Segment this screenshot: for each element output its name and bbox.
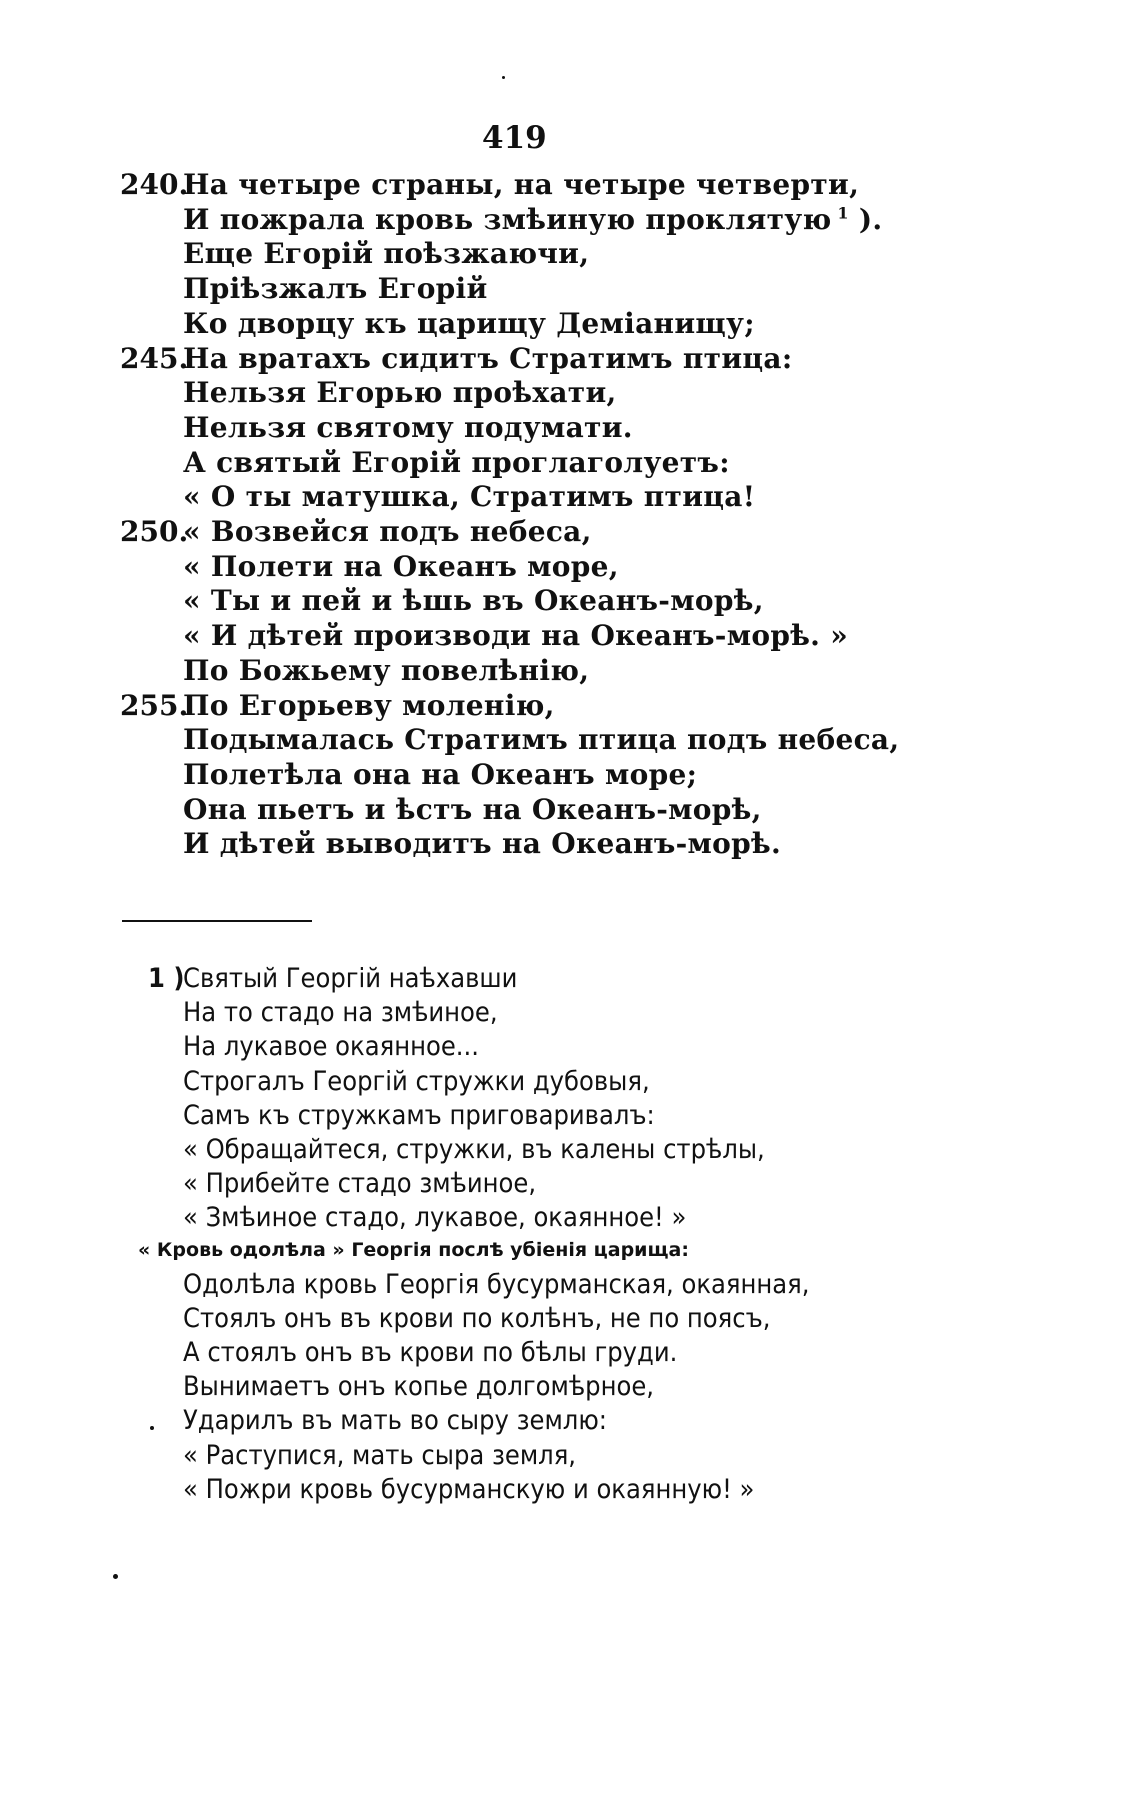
- footnote-heading: « Кровь одолѣла » Георгія послѣ убіенія царища:: [138, 1239, 689, 1261]
- verse-line: [183, 619, 848, 652]
- verse-line: [183, 342, 792, 375]
- verse-line: [183, 550, 619, 583]
- footnote-line: На лукавое окаянное...: [183, 1031, 479, 1062]
- verse-line-text: По Егорьеву моленію,: [183, 689, 555, 722]
- footnote-line: Строгалъ Георгій стружки дубовыя,: [183, 1066, 650, 1097]
- verse-line: [183, 411, 633, 444]
- footnote-line: Стоялъ онъ въ крови по колѣнъ, не по поясъ,: [183, 1303, 771, 1334]
- print-speck: [150, 1426, 154, 1430]
- verse-line: [183, 827, 781, 860]
- verse-line: [183, 376, 617, 409]
- verse-line-text: Пріѣзжалъ Егорій: [183, 272, 488, 305]
- footnote-line: « Прибейте стадо змѣиное,: [183, 1168, 537, 1199]
- verse-line-text: А святый Егорій проглаголуетъ:: [183, 446, 730, 479]
- verse-line-text: Ко дворцу къ царищу Деміанищу;: [183, 307, 755, 340]
- footnote-line: Одолѣла кровь Георгія бусурманская, окаянная,: [183, 1269, 810, 1300]
- verse-line-text: Подымалась Стратимъ птица подъ небеса,: [183, 723, 900, 756]
- verse-block: [0, 0, 1140, 860]
- verse-line-text: Полетѣла она на Океанъ море;: [183, 758, 698, 791]
- footnote-line: « Обращайтеся, стружки, въ калены стрѣлы,: [183, 1134, 765, 1165]
- verse-line: [183, 584, 764, 617]
- verse-line-text: « И дѣтей производи на Океанъ-морѣ. »: [183, 619, 849, 652]
- verse-line: [183, 689, 555, 722]
- verse-line: [183, 272, 488, 305]
- footnote-line: На то стадо на змѣиное,: [183, 997, 498, 1028]
- verse-line-text: Нельзя святому подумати.: [183, 411, 633, 444]
- verse-line: [183, 307, 755, 340]
- verse-line: [183, 654, 589, 687]
- verse-line: [183, 446, 730, 479]
- verse-line-text: « Полети на Океанъ море,: [183, 550, 619, 583]
- verse-line-text: Она пьетъ и ѣстъ на Океанъ-морѣ,: [183, 793, 762, 826]
- footnote-marker: 1 ): [148, 963, 185, 994]
- footnote-line: « Змѣиное стадо, лукавое, окаянное! »: [183, 1202, 687, 1233]
- footnote-line: Самъ къ стружкамъ приговаривалъ:: [183, 1100, 655, 1131]
- verse-line: [183, 793, 762, 826]
- verse-line-text: На четыре страны, на четыре четверти,: [183, 168, 860, 201]
- verse-line: [183, 758, 697, 791]
- verse-line-number: 255.: [120, 689, 189, 722]
- footnote-line: Вынимаетъ онъ копье долгомѣрное,: [183, 1371, 654, 1402]
- footnote-line: Святый Георгій наѣхавши: [183, 963, 518, 994]
- verse-line-text: И пожрала кровь змѣиную проклятую: [183, 203, 832, 236]
- page-number: 419: [482, 120, 547, 156]
- verse-line-number: 240.: [120, 168, 189, 201]
- verse-line-text: Нельзя Егорью проѣхати,: [183, 376, 617, 409]
- verse-line: [183, 168, 859, 201]
- verse-line: [183, 203, 882, 236]
- footnote-line: « Пожри кровь бусурманскую и окаянную! »: [183, 1474, 755, 1505]
- verse-line-number: 250.: [120, 515, 189, 548]
- verse-line-text: « Ты и пей и ѣшь въ Океанъ-морѣ,: [183, 584, 764, 617]
- print-speck: [113, 1574, 118, 1579]
- footnote-reference: 1: [831, 203, 849, 223]
- verse-line-text: На вратахъ сидитъ Стратимъ птица:: [183, 342, 793, 375]
- verse-line: [183, 237, 589, 270]
- print-speck: [502, 76, 505, 79]
- verse-line-text: « О ты матушка, Стратимъ птица!: [183, 480, 756, 513]
- verse-line: [183, 723, 899, 756]
- footnote-reference-close: ).: [848, 203, 883, 236]
- footnote-line: А стоялъ онъ въ крови по бѣлы груди.: [183, 1337, 678, 1368]
- verse-line: [183, 480, 755, 513]
- verse-line-text: Еще Егорій поѣзжаючи,: [183, 237, 590, 270]
- verse-line-number: 245.: [120, 342, 189, 375]
- verse-line: [183, 515, 592, 548]
- footnote-rule: [122, 920, 312, 922]
- verse-line-text: « Возвейся подъ небеса,: [183, 515, 592, 548]
- footnote-line: « Раступися, мать сыра земля,: [183, 1440, 577, 1471]
- footnote-line: Ударилъ въ мать во сыру землю:: [183, 1405, 607, 1436]
- verse-line-text: По Божьему повелѣнію,: [183, 654, 590, 687]
- verse-line-text: И дѣтей выводитъ на Океанъ-морѣ.: [183, 827, 782, 860]
